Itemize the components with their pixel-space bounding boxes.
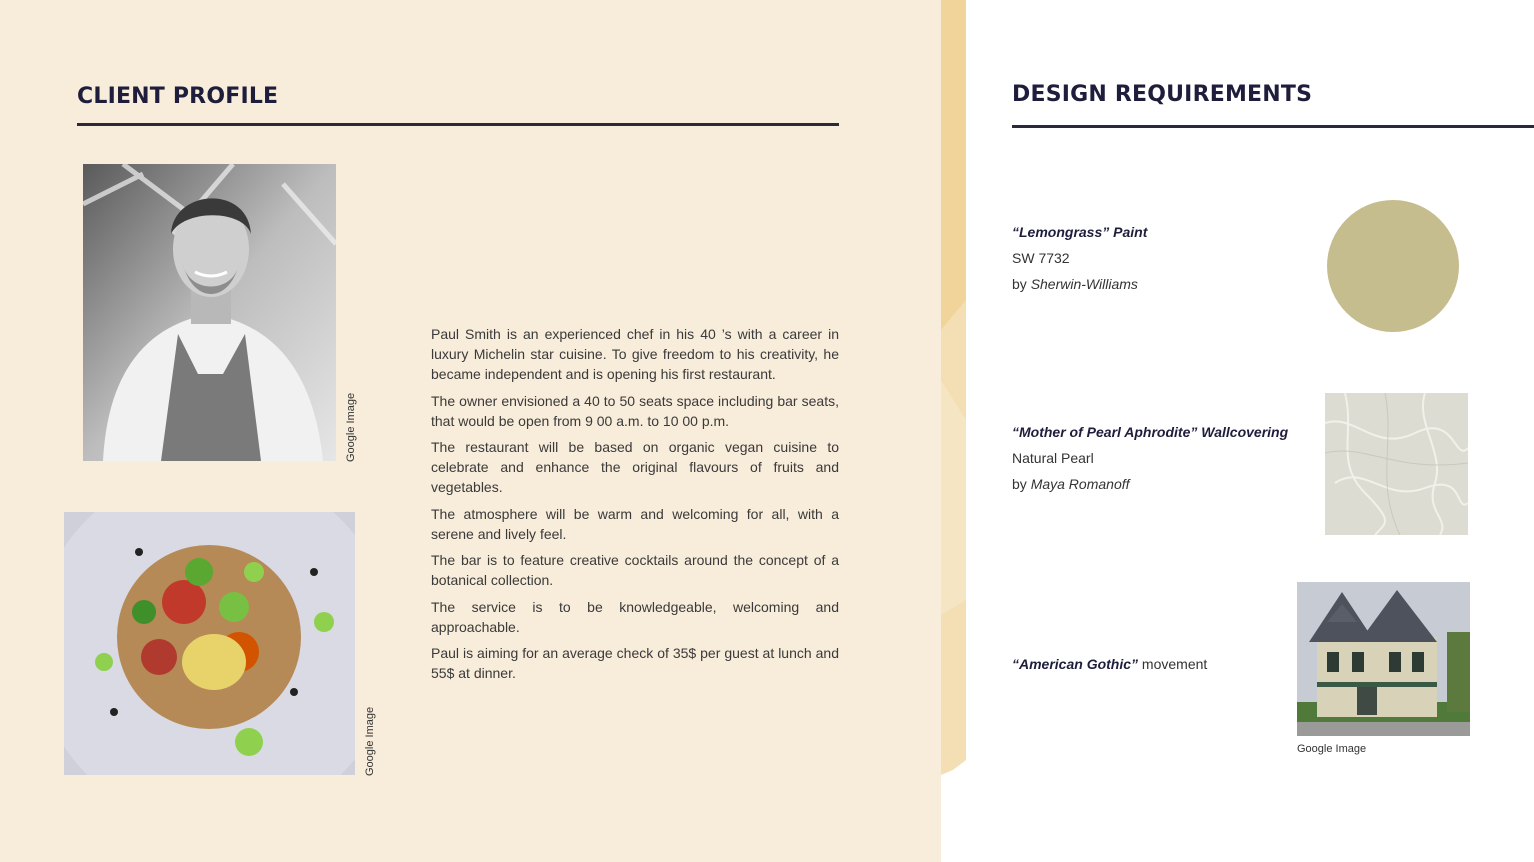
client-profile-rule	[77, 123, 839, 126]
paint-brand: Sherwin-Williams	[1030, 276, 1138, 292]
gothic-house-photo	[1297, 582, 1470, 736]
paint-name: “Lemongrass” Paint	[1012, 224, 1148, 240]
vegan-dish-photo	[64, 512, 355, 775]
style-name: “American Gothic”	[1012, 656, 1139, 672]
profile-paragraph: Paul Smith is an experienced chef in his 40 ’s with a career in luxury Michelin star cuisine. To give freedom to his creativity, he became independent and is opening his first restaurant.	[431, 326, 839, 382]
paint-requirement	[1012, 219, 1147, 297]
profile-paragraph: The atmosphere will be warm and welcoming for all, with a serene and lively feel.	[431, 505, 839, 542]
accent-band	[941, 0, 966, 862]
profile-paragraph: The bar is to feature creative cocktails around the concept of a botanical collection.	[431, 552, 839, 588]
lemongrass-paint-swatch	[1327, 200, 1459, 332]
design-requirements-rule	[1012, 125, 1534, 128]
wallcovering-brand: Maya Romanoff	[1030, 476, 1130, 492]
pearl-wallcovering-swatch	[1325, 393, 1468, 535]
wallcovering-brand-line	[1012, 471, 1288, 497]
wallcovering-name: “Mother of Pearl Aphrodite” Wallcovering	[1012, 424, 1289, 440]
profile-paragraph: The service is to be knowledgeable, welcoming and approachable.	[431, 598, 839, 635]
wallcovering-finish: Natural Pearl	[1012, 450, 1094, 466]
wallcovering-by-prefix: by	[1012, 476, 1031, 492]
house-photo-credit: Google Image	[1297, 743, 1367, 755]
paint-brand-line	[1012, 271, 1147, 297]
paint-by-prefix: by	[1012, 276, 1031, 292]
style-requirement	[1012, 651, 1207, 677]
chef-photo	[83, 164, 336, 461]
client-profile-title: CLIENT PROFILE	[77, 84, 279, 109]
paint-code: SW 7732	[1012, 250, 1070, 266]
style-suffix: movement	[1138, 656, 1208, 672]
style-line	[1012, 651, 1207, 677]
chef-photo-credit: Google Image	[345, 392, 357, 462]
wallcovering-requirement	[1012, 419, 1288, 497]
profile-paragraph: Paul is aiming for an average check of 35$ per guest at lunch and 55$ at dinner.	[431, 645, 839, 681]
dish-photo-credit: Google Image	[364, 706, 376, 776]
profile-paragraph: The owner envisioned a 40 to 50 seats space including bar seats, that would be open from 9 00 a.m. to 10 00 p.m.	[431, 392, 839, 429]
design-requirements-title: DESIGN REQUIREMENTS	[1012, 82, 1313, 107]
profile-paragraph: The restaurant will be based on organic vegan cuisine to celebrate and enhance the original flavours of fruits and vegetables.	[431, 439, 839, 495]
client-profile-description	[431, 324, 839, 690]
